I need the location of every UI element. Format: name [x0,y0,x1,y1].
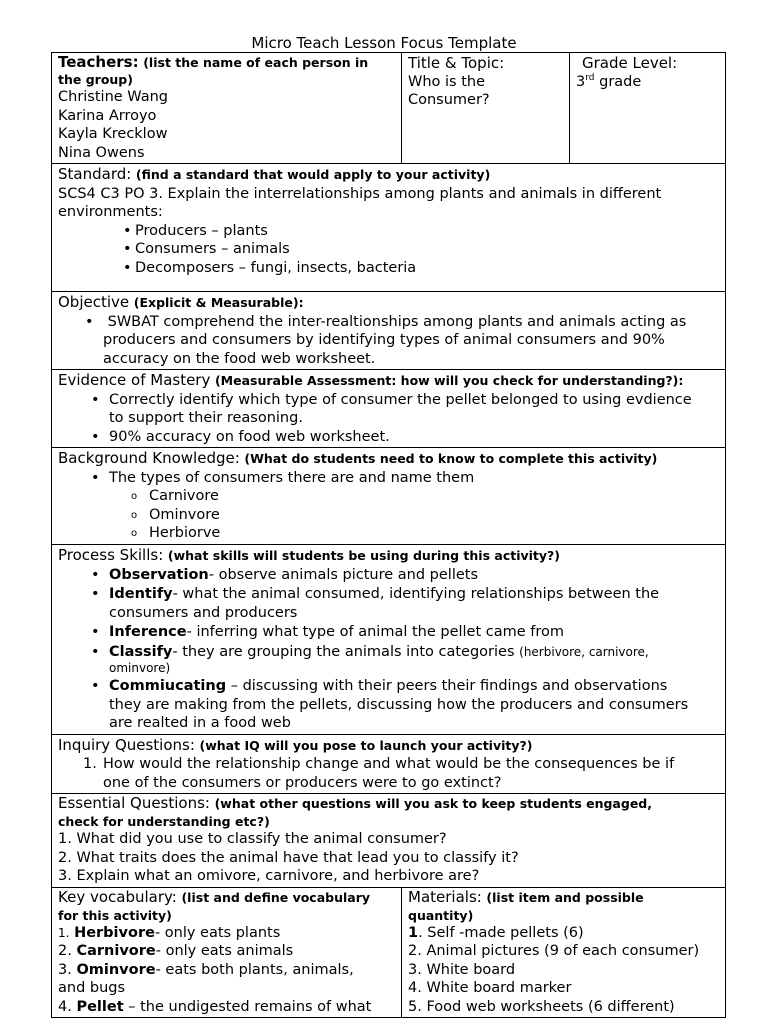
process-skills-bullets [58,566,719,733]
background-note: (What do students need to know to complete this activity) [244,451,658,466]
list-item: • Classify- they are grouping the animals into categories (herbivore, carnivore, ominvore) [109,643,719,677]
materials-note-2: quantity) [408,907,474,923]
essential-note-1: (what other questions will you ask to keep students engaged, [214,796,652,811]
evidence-note: (Measurable Assessment: how will you check for understanding?): [214,373,684,388]
title-topic-value-1: Who is the [408,73,485,90]
vocab-materials-row [52,887,726,1018]
list-item: • Observation- observe animals picture and pellets [109,566,719,585]
background-bullets [58,469,719,488]
list-item: o Ominvore [149,506,719,525]
evidence-label: Evidence of Mastery [58,371,211,389]
materials-item: 4. White board marker [408,980,572,996]
essential-note-2: check for understanding etc?) [58,814,270,829]
evidence-bullets [58,391,719,447]
essential-label: Essential Questions: [58,794,210,812]
vocab-note-2: for this activity) [58,907,172,923]
vocab-item-continued: and bugs [58,980,126,996]
vocab-label: Key vocabulary: [58,887,177,906]
vocab-cell [52,887,402,1018]
essential-question: 1. What did you use to classify the animal consumer? [58,831,447,847]
background-label: Background Knowledge: [58,449,240,467]
process-skills-row [52,545,726,735]
title-topic-value-2: Consumer? [408,92,490,108]
vocab-item: 4. Pellet – the undigested remains of what [58,998,372,1015]
header-row [52,53,726,164]
list-item: o Herbiorve [149,524,719,543]
list-item: • Consumers – animals [135,240,719,259]
vocab-item: 2. Carnivore- only eats animals [58,943,294,959]
evidence-cell [52,370,726,448]
standard-row [52,164,726,292]
essential-row [52,794,726,888]
standard-label: Standard: [58,165,132,183]
list-item: • Identify- what the animal consumed, identifying relationships between the consumers and producers [109,585,719,622]
inquiry-list [58,755,719,792]
standard-text-1: SCS4 C3 PO 3. Explain the interrelationships among plants and animals in different [58,185,662,202]
teachers-cell [52,53,402,164]
teachers-note-1: (list the name of each person in [143,55,369,70]
teacher-name: Kayla Krecklow [58,126,168,142]
list-item: • The types of consumers there are and name them [109,469,719,488]
teacher-name: Christine Wang [58,89,168,105]
teachers-label: Teachers: [58,53,139,71]
vocab-note-1: (list and define vocabulary [181,889,371,905]
list-item: • Correctly identify which type of consumer the pellet belonged to using evdience to support their reasoning. [109,391,719,428]
process-skills-note: (what skills will students be using during this activity?) [167,548,561,563]
list-item: o Carnivore [149,487,719,506]
essential-cell [52,794,726,888]
objective-row [52,292,726,370]
objective-bullets [58,313,719,369]
inquiry-label: Inquiry Questions: [58,735,195,754]
essential-question: 2. What traits does the animal have that lead you to classify it? [58,849,519,866]
list-item: • 90% accuracy on food web worksheet. [109,428,719,447]
grade-level-label: Grade Level: [582,54,678,72]
materials-label: Materials: [408,887,482,906]
materials-item: 3. White board [408,961,516,978]
document-title: Micro Teach Lesson Focus Template [251,34,517,52]
process-skills-label: Process Skills: [58,546,164,564]
title-topic-cell [402,53,570,164]
list-item: • Producers – plants [135,222,719,241]
materials-cell [402,887,726,1018]
objective-cell [52,292,726,370]
evidence-row [52,370,726,448]
background-row [52,448,726,545]
inquiry-cell [52,734,726,794]
grade-level-cell [570,53,726,164]
vocab-item: 3. Ominvore- eats both plants, animals, [58,961,354,978]
materials-item: 1. Self -made pellets (6) [408,924,584,941]
materials-note-1: (list item and possible [486,889,644,905]
objective-label: Objective [58,293,130,311]
objective-note: (Explicit & Measurable): [133,295,304,310]
standard-cell [52,164,726,292]
process-skills-cell [52,545,726,735]
background-cell [52,448,726,545]
list-item: • Decomposers – fungi, insects, bacteria [135,259,719,278]
list-item: • SWBAT comprehend the inter-realtionships among plants and animals acting as producers and consumers by identifying types of animal consumers and 90% accuracy on the food web worksheet. [103,313,719,369]
inquiry-row [52,734,726,794]
materials-item: 5. Food web worksheets (6 different) [408,998,675,1015]
teachers-note-2: the group) [58,72,133,87]
list-item: • Inference- inferring what type of animal the pellet came from [109,623,719,642]
standard-bullets [90,222,719,278]
list-item: • Commiucating – discussing with their peers their findings and observations they are making from the pellets, discussing how the producers and consumers are realted in a food web [109,677,719,733]
title-topic-label: Title & Topic: [408,54,505,72]
inquiry-note: (what IQ will you pose to launch your activity?) [199,737,533,753]
consumer-types-list [58,487,719,543]
teacher-name: Karina Arroyo [58,107,157,124]
vocab-item: 1. Herbivore- only eats plants [58,924,281,941]
grade-level-value: 3rd grade [576,72,642,90]
teacher-name: Nina Owens [58,144,145,161]
list-item: 1. How would the relationship change and what would be the consequences be if one of the consumers or producers were to go extinct? [83,756,675,791]
standard-text-2: environments: [58,204,163,220]
lesson-template-table [51,52,726,1018]
materials-item: 2. Animal pictures (9 of each consumer) [408,943,700,959]
standard-note: (find a standard that would apply to your activity) [135,167,491,182]
essential-question: 3. Explain what an omivore, carnivore, and herbivore are? [58,868,480,884]
